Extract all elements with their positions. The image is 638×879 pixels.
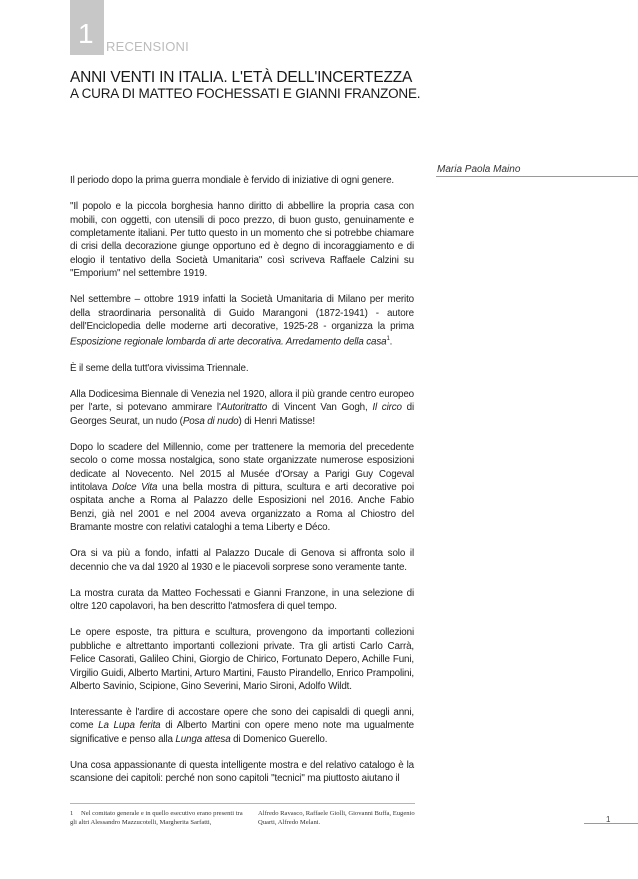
paragraph bbox=[70, 547, 414, 574]
text-run: Le opere esposte, tra pittura e scultura, provengono da importanti collezioni pubbliche e altrettanto importanti collezioni private. Tra gli artisti Carlo Carrà, Felice Casorati, Galileo Chini, Giorgio de Chirico, Fortunato Depero, Achille Funi, Virgilio Guidi, Alberto Martini, Arturo Martini, Fausto Pirandello, Enrico Prampolini, Alberto Savinio, Scipione, Gino Severini, Mario Sironi, Adolfo Wildt. bbox=[70, 627, 414, 692]
italic-title: Posa di nudo bbox=[182, 415, 239, 427]
italic-title: La Lupa ferita bbox=[98, 720, 161, 732]
text-run: La mostra curata da Matteo Fochessati e Gianni Franzone, in una selezione di oltre 120 capolavori, ha ben descritto l'atmosfera di quel tempo. bbox=[70, 587, 414, 613]
page-number-rule bbox=[584, 823, 638, 824]
paragraph bbox=[70, 200, 414, 280]
author-name: Maria Paola Maino bbox=[437, 164, 521, 175]
italic-title: Dolce Vita bbox=[112, 482, 158, 494]
paragraph bbox=[70, 626, 414, 693]
paragraph bbox=[70, 293, 414, 349]
text-run: "Il popolo e la piccola borghesia hanno diritto di abbellire la propria casa con mobili, con oggetti, con utensili di poco prezzo, di buon gusto, genuinamente e completamente italiani. Per tutto questo in un momento che si potrebbe chiamare di crisi della decorazione giunge opportuno ed è degno di incoraggiamento e di elogio il tentativo della Società Umanitaria" così scriveva Raffaele Calzini su "Emporium" nel settembre 1919. bbox=[70, 201, 414, 280]
paragraph bbox=[70, 362, 414, 375]
article-body bbox=[70, 174, 414, 786]
text-run: di Alberto Martini con opere meno note ma ugualmente significative e penso alla bbox=[70, 720, 414, 745]
text-run: . bbox=[389, 336, 393, 348]
article-title-line-1: ANNI VENTI IN ITALIA. L'ETÀ DELL'INCERTEZZA bbox=[70, 69, 413, 86]
footnote-marker: 1 bbox=[386, 336, 390, 343]
section-label: RECENSIONI bbox=[106, 39, 189, 54]
text-run: Una cosa appassionante di questa intelligente mostra e del relativo catalogo è la scansione dei capitoli: perché non sono capitoli "tecnici" ma piuttosto aiutano il bbox=[70, 759, 414, 785]
paragraph bbox=[70, 759, 414, 786]
italic-title: Esposizione regionale lombarda di arte decorativa. Arredamento della casa bbox=[70, 336, 387, 348]
footnote-text-right: Alfredo Ravasco, Raffaele Giolli, Giovanni Buffa, Eugenio Quarti, Alfredo Melani. bbox=[258, 810, 415, 826]
text-run: di Domenico Guerello. bbox=[230, 733, 328, 745]
footnote-rule bbox=[70, 803, 415, 804]
article-title bbox=[70, 70, 590, 102]
text-run: Dopo lo scadere del Millennio, come per trattenere la memoria del precedente secolo o come mossa nostalgica, sono state organizzate numerose esposizioni dedicate al Novecento. Nel 2015 al Musée d'Orsay a Parigi Guy Cogeval intitolava bbox=[70, 441, 414, 494]
paragraph bbox=[70, 706, 414, 746]
text-run: ) di Henri Matisse! bbox=[238, 415, 315, 427]
footnote-number: 1 bbox=[70, 810, 74, 817]
text-run: È il seme della tutt'ora vivissima Triennale. bbox=[70, 362, 249, 374]
paragraph bbox=[70, 388, 414, 428]
article-title-line-2: A CURA DI MATTEO FOCHESSATI E GIANNI FRANZONE. bbox=[70, 86, 421, 101]
text-run: di Vincent Van Gogh, bbox=[267, 402, 373, 414]
italic-title: Autoritratto bbox=[220, 402, 268, 414]
section-number: 1 bbox=[78, 18, 94, 49]
footnote-text-left: Nel comitato generale e in quello esecutivo erano presenti tra gli altri Alessandro Mazzucotelli, Margherita Sarfatti, bbox=[70, 810, 243, 826]
text-run: Alla Dodicesima Biennale di Venezia nel 1920, allora il più grande centro europeo per l'arte, si potevano ammirare l' bbox=[70, 388, 414, 414]
text-run: di Georges Seurat, un nudo ( bbox=[70, 402, 414, 427]
paragraph bbox=[70, 174, 414, 187]
text-run: Nel settembre – ottobre 1919 infatti la Società Umanitaria di Milano per merito della straordinaria personalità di Guido Marangoni (1872-1941) - autore dell'Enciclopedia delle moderne arti decorative, 1925-28 - organizza la prima bbox=[70, 294, 414, 333]
footnote-continued bbox=[258, 810, 418, 827]
paragraph bbox=[70, 587, 414, 614]
text-run: Il periodo dopo la prima guerra mondiale è fervido di iniziative di ogni genere. bbox=[70, 175, 394, 186]
italic-title: Il circo bbox=[372, 402, 402, 414]
text-run: Ora si va più a fondo, infatti al Palazzo Ducale di Genova si affronta solo il decennio che va dal 1920 al 1930 e le piacevoli sorprese sono veramente tante. bbox=[70, 548, 414, 573]
italic-title: Lunga attesa bbox=[175, 733, 231, 745]
paragraph bbox=[70, 441, 414, 535]
page-number: 1 bbox=[606, 815, 611, 824]
text-run: una bella mostra di pittura, scultura e arti decorative poi ospitata anche a Roma al Palazzo delle Esposizioni nel 2016. Anche Fabio Benzi, già nel 2001 e nel 2004 aveva organizzato a Roma al Chiostro del Bramante mostre con relativi cataloghi a tema Liberty e Déco. bbox=[70, 482, 414, 534]
text-run: Interessante è l'ardire di accostare opere che sono dei capisaldi di quegli anni, come bbox=[70, 707, 414, 732]
footnote bbox=[70, 810, 250, 827]
author-rule bbox=[436, 176, 638, 177]
